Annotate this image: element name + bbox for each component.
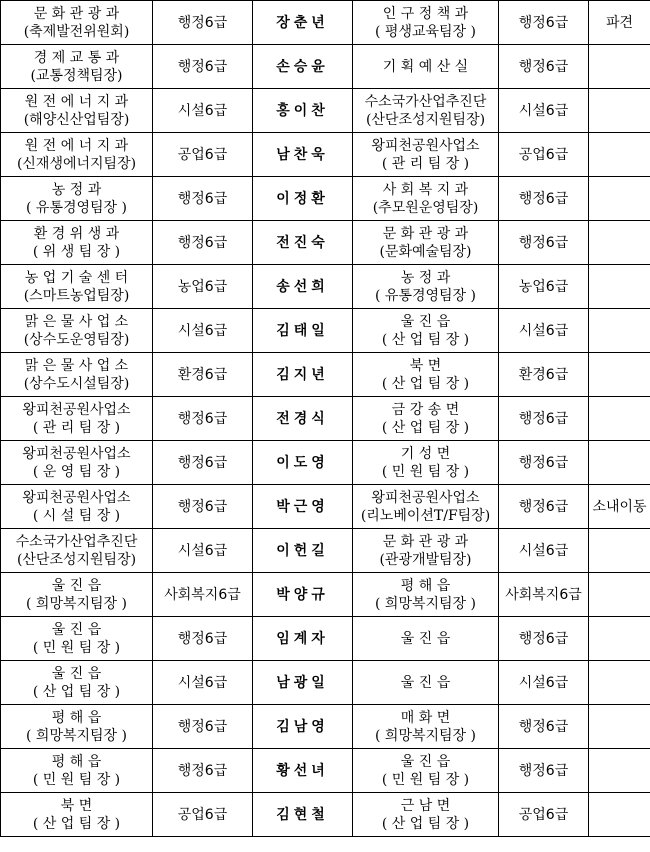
previous-department-line: 북 면 bbox=[60, 797, 93, 814]
previous-department-line: 농 정 과 bbox=[51, 181, 102, 198]
table-row bbox=[1, 529, 650, 573]
new-department bbox=[353, 1, 499, 45]
previous-department bbox=[1, 793, 153, 837]
previous-department-line: (해양신산업팀장) bbox=[23, 111, 130, 128]
new-grade: 시설6급 bbox=[499, 661, 589, 705]
new-grade: 농업6급 bbox=[499, 265, 589, 309]
employee-name: 이정환 bbox=[253, 177, 353, 221]
new-department-line: ( 관 리 팀 장 ) bbox=[381, 155, 470, 172]
new-department-line: (추모원운영팀장) bbox=[372, 199, 479, 216]
new-department-line: 울 진 읍 bbox=[400, 313, 451, 330]
previous-department bbox=[1, 617, 153, 661]
table-row bbox=[1, 705, 650, 749]
previous-department-line: (교통정책팀장) bbox=[30, 67, 123, 84]
previous-grade: 행정6급 bbox=[153, 749, 253, 793]
table-row bbox=[1, 441, 650, 485]
new-grade: 행정6급 bbox=[499, 221, 589, 265]
previous-department bbox=[1, 397, 153, 441]
remarks bbox=[589, 177, 650, 221]
remarks: 파견 bbox=[589, 1, 650, 45]
new-department bbox=[353, 485, 499, 529]
new-department-line: ( 산 업 팀 장 ) bbox=[381, 419, 470, 436]
remarks bbox=[589, 441, 650, 485]
table-row bbox=[1, 793, 650, 837]
new-department-line: 문 화 관 광 과 bbox=[382, 533, 469, 550]
new-grade: 행정6급 bbox=[499, 441, 589, 485]
previous-department bbox=[1, 133, 153, 177]
employee-name: 남찬욱 bbox=[253, 133, 353, 177]
previous-department bbox=[1, 573, 153, 617]
previous-department-line: ( 관 리 팀 장 ) bbox=[32, 419, 121, 436]
new-department-line: 금 강 송 면 bbox=[391, 401, 460, 418]
new-grade: 시설6급 bbox=[499, 529, 589, 573]
table-row bbox=[1, 89, 650, 133]
new-department-line: ( 산 업 팀 장 ) bbox=[381, 331, 470, 348]
new-grade: 행정6급 bbox=[499, 45, 589, 89]
previous-department bbox=[1, 309, 153, 353]
previous-department bbox=[1, 221, 153, 265]
previous-grade: 시설6급 bbox=[153, 529, 253, 573]
new-department-line: ( 산 업 팀 장 ) bbox=[381, 815, 470, 832]
previous-grade: 환경6급 bbox=[153, 353, 253, 397]
new-department-line: 농 정 과 bbox=[400, 269, 451, 286]
remarks bbox=[589, 133, 650, 177]
previous-grade: 공업6급 bbox=[153, 133, 253, 177]
remarks bbox=[589, 45, 650, 89]
roster-body bbox=[1, 1, 650, 837]
new-department-line: 근 남 면 bbox=[400, 797, 451, 814]
new-grade: 시설6급 bbox=[499, 309, 589, 353]
previous-department-line: 원 전 에 너 지 과 bbox=[24, 93, 129, 110]
previous-department-line: ( 희망복지팀장 ) bbox=[26, 727, 127, 744]
table-row bbox=[1, 1, 650, 45]
employee-name: 김태일 bbox=[253, 309, 353, 353]
previous-department bbox=[1, 661, 153, 705]
previous-department-line: ( 산 업 팀 장 ) bbox=[32, 683, 121, 700]
previous-department-line: ( 희망복지팀장 ) bbox=[26, 595, 127, 612]
remarks bbox=[589, 573, 650, 617]
table-row bbox=[1, 617, 650, 661]
previous-department-line: ( 시 설 팀 장 ) bbox=[32, 507, 121, 524]
previous-department bbox=[1, 353, 153, 397]
previous-department-line: 울 진 읍 bbox=[51, 665, 102, 682]
new-department-line: (산단조성지원팀장) bbox=[365, 111, 486, 128]
employee-name: 이도영 bbox=[253, 441, 353, 485]
remarks bbox=[589, 529, 650, 573]
new-grade: 행정6급 bbox=[499, 705, 589, 749]
new-department bbox=[353, 793, 499, 837]
table-row bbox=[1, 353, 650, 397]
employee-name: 전경식 bbox=[253, 397, 353, 441]
table-row bbox=[1, 749, 650, 793]
previous-department-line: (축제발전위원회) bbox=[23, 23, 130, 40]
employee-name: 송선희 bbox=[253, 265, 353, 309]
previous-grade: 사회복지6급 bbox=[153, 573, 253, 617]
previous-grade: 시설6급 bbox=[153, 661, 253, 705]
previous-department-line: ( 운 영 팀 장 ) bbox=[32, 463, 121, 480]
new-department bbox=[353, 573, 499, 617]
new-department-line: (관광개발팀장) bbox=[379, 551, 472, 568]
new-department-line: ( 산 업 팀 장 ) bbox=[381, 375, 470, 392]
previous-department-line: 왕피천공원사업소 bbox=[22, 445, 131, 462]
previous-grade: 시설6급 bbox=[153, 309, 253, 353]
table-row bbox=[1, 309, 650, 353]
new-department-line: ( 유통경영팀장 ) bbox=[375, 287, 476, 304]
new-grade: 행정6급 bbox=[499, 485, 589, 529]
remarks bbox=[589, 353, 650, 397]
previous-department-line: 농 업 기 술 센 터 bbox=[24, 269, 129, 286]
previous-department-line: 환 경 위 생 과 bbox=[33, 225, 120, 242]
new-department-line: ( 평생교육팀장 ) bbox=[375, 23, 476, 40]
previous-department-line: 울 진 읍 bbox=[51, 577, 102, 594]
table-row bbox=[1, 485, 650, 529]
previous-grade: 행정6급 bbox=[153, 177, 253, 221]
new-department bbox=[353, 441, 499, 485]
previous-department-line: (스마트농업팀장) bbox=[23, 287, 130, 304]
employee-name: 박양규 bbox=[253, 573, 353, 617]
remarks bbox=[589, 661, 650, 705]
new-department-line: (리노베이션T/F팀장) bbox=[360, 507, 491, 524]
employee-name: 김현철 bbox=[253, 793, 353, 837]
new-department bbox=[353, 705, 499, 749]
previous-department bbox=[1, 177, 153, 221]
previous-grade: 행정6급 bbox=[153, 617, 253, 661]
new-department bbox=[353, 265, 499, 309]
new-department bbox=[353, 617, 499, 661]
remarks bbox=[589, 617, 650, 661]
table-row bbox=[1, 573, 650, 617]
previous-department bbox=[1, 45, 153, 89]
new-grade: 공업6급 bbox=[499, 793, 589, 837]
previous-department-line: 평 해 읍 bbox=[51, 709, 102, 726]
new-department-line: ( 민 원 팀 장 ) bbox=[381, 463, 470, 480]
new-department-line: 울 진 읍 bbox=[400, 753, 451, 770]
new-department-line: 울 진 읍 bbox=[400, 674, 451, 691]
previous-department-line: ( 민 원 팀 장 ) bbox=[32, 639, 121, 656]
remarks bbox=[589, 309, 650, 353]
new-department-line: 매 화 면 bbox=[400, 709, 451, 726]
table-row bbox=[1, 265, 650, 309]
new-department bbox=[353, 133, 499, 177]
previous-department bbox=[1, 529, 153, 573]
new-department bbox=[353, 221, 499, 265]
new-department bbox=[353, 529, 499, 573]
previous-department-line: (신재생에너지팀장) bbox=[16, 155, 137, 172]
new-grade: 환경6급 bbox=[499, 353, 589, 397]
new-grade: 행정6급 bbox=[499, 749, 589, 793]
table-row bbox=[1, 221, 650, 265]
new-department-line: ( 민 원 팀 장 ) bbox=[381, 771, 470, 788]
new-grade: 사회복지6급 bbox=[499, 573, 589, 617]
new-grade: 행정6급 bbox=[499, 1, 589, 45]
new-department bbox=[353, 45, 499, 89]
previous-department-line: 원 전 에 너 지 과 bbox=[24, 137, 129, 154]
new-department bbox=[353, 353, 499, 397]
new-department-line: 수소국가산업추진단 bbox=[364, 93, 487, 110]
previous-department-line: 맑 은 물 사 업 소 bbox=[24, 313, 129, 330]
employee-name: 김지년 bbox=[253, 353, 353, 397]
employee-name: 손승윤 bbox=[253, 45, 353, 89]
new-grade: 공업6급 bbox=[499, 133, 589, 177]
employee-name: 황선녀 bbox=[253, 749, 353, 793]
previous-department-line: 왕피천공원사업소 bbox=[22, 401, 131, 418]
employee-name: 이헌길 bbox=[253, 529, 353, 573]
remarks bbox=[589, 89, 650, 133]
new-department-line: 사 회 복 지 과 bbox=[382, 181, 469, 198]
new-department-line: 평 해 읍 bbox=[400, 577, 451, 594]
previous-department-line: 맑 은 물 사 업 소 bbox=[24, 357, 129, 374]
new-department-line: 기 성 면 bbox=[400, 445, 451, 462]
previous-grade: 행정6급 bbox=[153, 221, 253, 265]
previous-grade: 공업6급 bbox=[153, 793, 253, 837]
previous-department-line: 평 해 읍 bbox=[51, 753, 102, 770]
new-department bbox=[353, 661, 499, 705]
new-department-line: (문화예술팀장) bbox=[379, 243, 472, 260]
remarks bbox=[589, 793, 650, 837]
new-department bbox=[353, 177, 499, 221]
employee-name: 남광일 bbox=[253, 661, 353, 705]
previous-department-line: 문 화 관 광 과 bbox=[33, 5, 120, 22]
new-department bbox=[353, 89, 499, 133]
previous-department bbox=[1, 441, 153, 485]
remarks bbox=[589, 265, 650, 309]
new-grade: 행정6급 bbox=[499, 177, 589, 221]
previous-department-line: (상수도시설팀장) bbox=[23, 375, 130, 392]
previous-department bbox=[1, 749, 153, 793]
employee-name: 박근영 bbox=[253, 485, 353, 529]
new-department-line: 인 구 정 책 과 bbox=[382, 5, 469, 22]
new-department-line: 북 면 bbox=[409, 357, 442, 374]
previous-department-line: ( 산 업 팀 장 ) bbox=[32, 815, 121, 832]
previous-department-line: (상수도운영팀장) bbox=[23, 331, 130, 348]
new-department-line: 문 화 관 광 과 bbox=[382, 225, 469, 242]
table-row bbox=[1, 397, 650, 441]
previous-department-line: 울 진 읍 bbox=[51, 621, 102, 638]
new-department-line: 왕피천공원사업소 bbox=[371, 137, 480, 154]
table-row bbox=[1, 661, 650, 705]
remarks bbox=[589, 749, 650, 793]
new-department-line: 울 진 읍 bbox=[400, 630, 451, 647]
remarks bbox=[589, 705, 650, 749]
previous-department-line: (산단조성지원팀장) bbox=[16, 551, 137, 568]
previous-department-line: ( 민 원 팀 장 ) bbox=[32, 771, 121, 788]
new-grade: 행정6급 bbox=[499, 397, 589, 441]
new-department-line: ( 희망복지팀장 ) bbox=[375, 727, 476, 744]
previous-department bbox=[1, 1, 153, 45]
new-grade: 시설6급 bbox=[499, 89, 589, 133]
new-department-line: 왕피천공원사업소 bbox=[371, 489, 480, 506]
employee-name: 홍이찬 bbox=[253, 89, 353, 133]
table-row bbox=[1, 177, 650, 221]
previous-department-line: 경 제 교 통 과 bbox=[33, 49, 120, 66]
new-department-line: 기 획 예 산 실 bbox=[382, 58, 469, 75]
previous-department-line: 수소국가산업추진단 bbox=[15, 533, 138, 550]
new-department-line: ( 희망복지팀장 ) bbox=[375, 595, 476, 612]
previous-department-line: 왕피천공원사업소 bbox=[22, 489, 131, 506]
new-department bbox=[353, 309, 499, 353]
previous-department bbox=[1, 265, 153, 309]
previous-grade: 행정6급 bbox=[153, 705, 253, 749]
table-row bbox=[1, 45, 650, 89]
table-row bbox=[1, 133, 650, 177]
previous-grade: 시설6급 bbox=[153, 89, 253, 133]
remarks bbox=[589, 221, 650, 265]
previous-grade: 행정6급 bbox=[153, 485, 253, 529]
previous-department bbox=[1, 705, 153, 749]
previous-grade: 행정6급 bbox=[153, 45, 253, 89]
previous-grade: 농업6급 bbox=[153, 265, 253, 309]
previous-grade: 행정6급 bbox=[153, 441, 253, 485]
employee-name: 임계자 bbox=[253, 617, 353, 661]
previous-department bbox=[1, 89, 153, 133]
previous-department-line: ( 유통경영팀장 ) bbox=[26, 199, 127, 216]
new-department bbox=[353, 749, 499, 793]
employee-name: 김남영 bbox=[253, 705, 353, 749]
new-grade: 행정6급 bbox=[499, 617, 589, 661]
previous-grade: 행정6급 bbox=[153, 1, 253, 45]
previous-department bbox=[1, 485, 153, 529]
previous-department-line: ( 위 생 팀 장 ) bbox=[32, 243, 121, 260]
employee-name: 전진숙 bbox=[253, 221, 353, 265]
employee-name: 장춘년 bbox=[253, 1, 353, 45]
remarks: 소내이동 bbox=[589, 485, 650, 529]
remarks bbox=[589, 397, 650, 441]
new-department bbox=[353, 397, 499, 441]
previous-grade: 행정6급 bbox=[153, 397, 253, 441]
